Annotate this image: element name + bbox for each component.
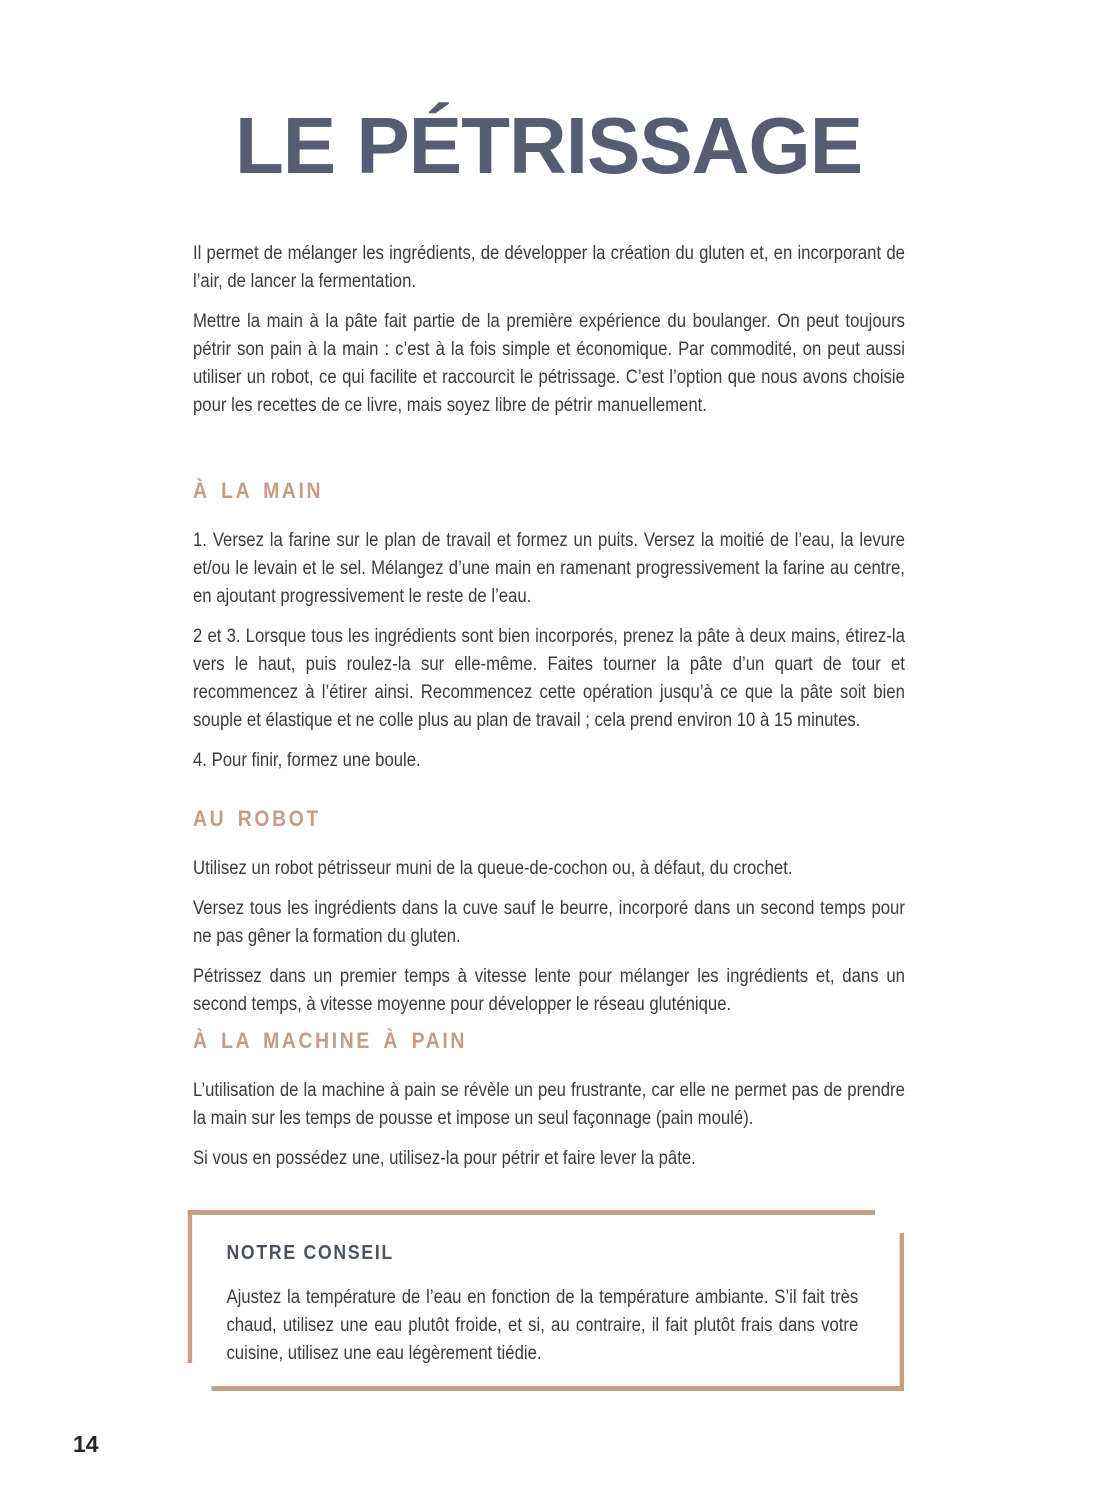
conseil-box xyxy=(188,1210,904,1391)
section-heading-au-robot: AU ROBOT xyxy=(193,806,321,831)
section-heading-machine-a-pain: À LA MACHINE À PAIN xyxy=(193,1028,467,1053)
conseil-body: Ajustez la température de l’eau en fonction de la température ambiante. S’il fait très chaud, utilisez une eau plutôt froide, et si, au contraire, il fait plutôt frais dans votre cuisine, utilisez une eau légèrement tiédie. xyxy=(226,1287,859,1364)
section-au-robot xyxy=(193,806,905,1031)
intro-paragraph-2: Mettre la main à la pâte fait partie de la première expérience du boulanger. On peut toujours pétrir son pain à la main : c’est à la fois simple et économique. Par commodité, on peut aussi utiliser un robot, ce qui facilite et raccourcit le pétrissage. C’est l’option que nous avons choisie pour les recettes de ce livre, mais soyez libre de pétrir manuellement. xyxy=(193,311,905,416)
conseil-content xyxy=(226,1242,858,1368)
conseil-heading: NOTRE CONSEIL xyxy=(226,1242,395,1264)
page-title: LE PÉTRISSAGE xyxy=(234,101,863,190)
machine-paragraph-1: L’utilisation de la machine à pain se révèle un peu frustrante, car elle ne permet pas de prendre la main sur les temps de pousse et impose un seul façonnage (pain moulé). xyxy=(193,1080,905,1129)
section-a-la-main xyxy=(193,478,905,787)
intro-paragraph-1: Il permet de mélanger les ingrédients, de développer la création du gluten et, en incorporant de l’air, de lancer la fermentation. xyxy=(193,243,905,292)
step-paragraph-1: 1. Versez la farine sur le plan de travail et formez un puits. Versez la moitié de l’eau, la levure et/ou le levain et le sel. Mélangez d’une main en ramenant progressivement la farine au centre, en ajoutant progressivement le reste de l’eau. xyxy=(193,530,905,607)
section-machine-a-pain xyxy=(193,1028,905,1185)
step-paragraph-2-3: 2 et 3. Lorsque tous les ingrédients sont bien incorporés, prenez la pâte à deux mains, étirez-la vers le haut, puis roulez-la sur elle-même. Faites tourner la pâte d’un quart de tour et recommencez à l’étirer ainsi. Recommencez cette opération jusqu’à ce que la pâte soit bien souple et élastique et ne colle plus au plan de travail ; cela prend environ 10 à 15 minutes. xyxy=(193,626,905,731)
robot-paragraph-2: Versez tous les ingrédients dans la cuve sauf le beurre, incorporé dans un second temps pour ne pas gêner la formation du gluten. xyxy=(193,898,905,947)
machine-paragraph-2: Si vous en possédez une, utilisez-la pour pétrir et faire lever la pâte. xyxy=(193,1148,696,1169)
robot-paragraph-3: Pétrissez dans un premier temps à vitesse lente pour mélanger les ingrédients et, dans un second temps, à vitesse moyenne pour développer le réseau gluténique. xyxy=(193,966,905,1015)
section-heading-a-la-main: À LA MAIN xyxy=(193,478,324,503)
robot-paragraph-1: Utilisez un robot pétrisseur muni de la queue-de-cochon ou, à défaut, du crochet. xyxy=(193,858,793,879)
intro-section xyxy=(193,240,905,432)
page-number: 14 xyxy=(73,1431,99,1457)
step-paragraph-4: 4. Pour finir, formez une boule. xyxy=(193,750,421,771)
